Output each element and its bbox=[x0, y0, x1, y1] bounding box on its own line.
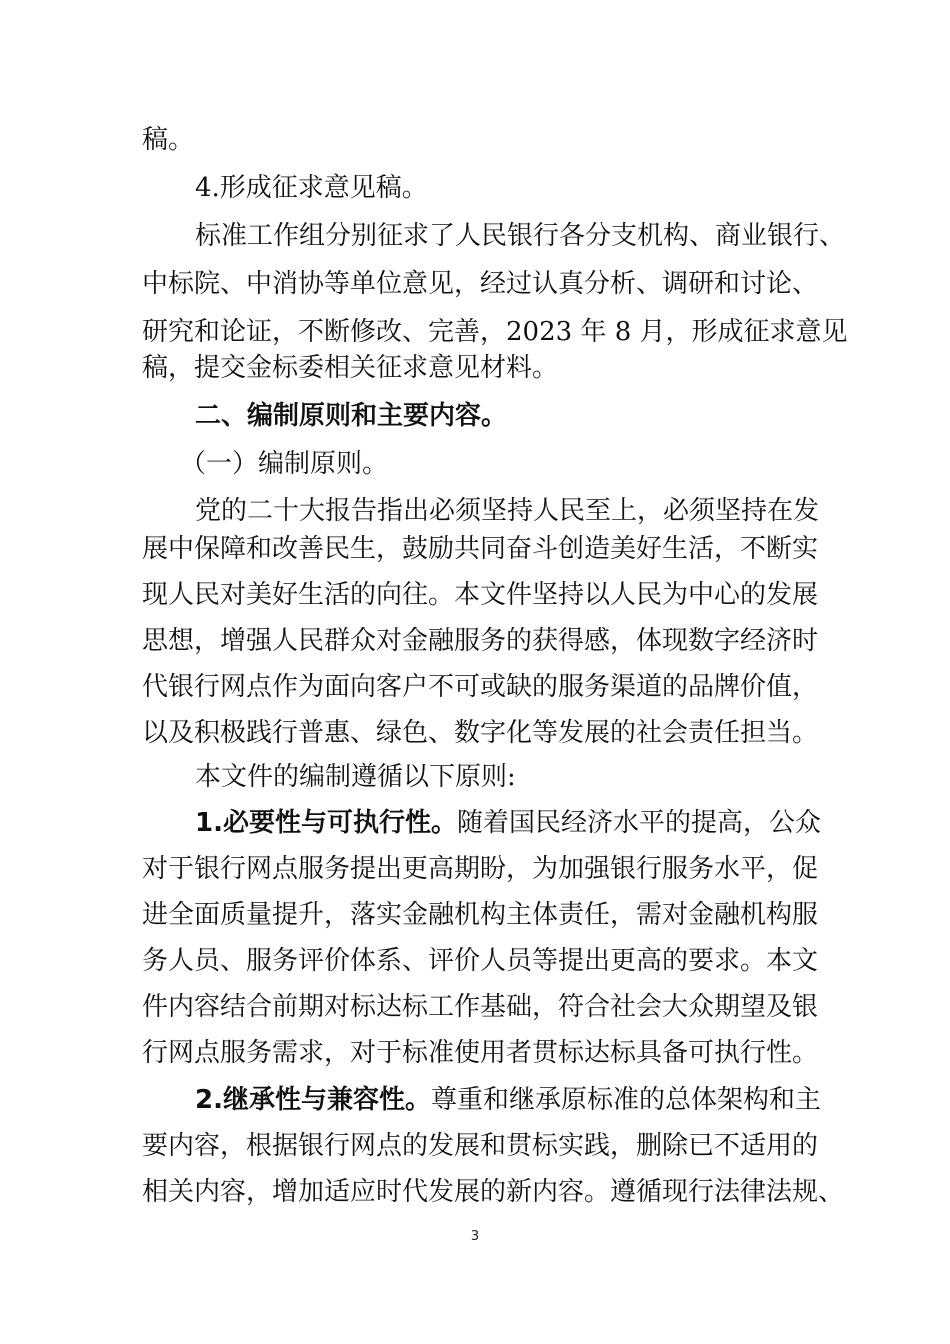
page-number: 3 bbox=[470, 1229, 480, 1244]
text-line: 对于银行网点服务提出更高期盼，为加强银行服务水平，促 bbox=[142, 854, 819, 884]
text-line: 行网点服务需求，对于标准使用者贯标达标具备可执行性。 bbox=[142, 1038, 819, 1068]
principle-1-text: 随着国民经济水平的提高，公众 bbox=[456, 808, 821, 838]
section-heading: 二、编制原则和主要内容。 bbox=[195, 401, 508, 431]
principle-1-title: 1.必要性与可执行性。 bbox=[195, 808, 457, 838]
text-line: 中标院、中消协等单位意见，经过认真分析、调研和讨论、 bbox=[142, 269, 819, 299]
text-line: 要内容，根据银行网点的发展和贯标实践，删除已不适用的 bbox=[142, 1131, 819, 1161]
text-line: 现人民对美好生活的向往。本文件坚持以人民为中心的发展 bbox=[142, 580, 819, 610]
principle-1-line bbox=[195, 808, 821, 838]
subsection-heading: （一）编制原则。 bbox=[180, 449, 389, 479]
text-line: 思想，增强人民群众对金融服务的获得感，体现数字经济时 bbox=[142, 626, 819, 656]
text-line: 进全面质量提升，落实金融机构主体责任，需对金融机构服 bbox=[142, 900, 819, 930]
text-line: 稿。 bbox=[142, 125, 195, 155]
text-line: 相关内容，增加适应时代发展的新内容。遵循现行法律法规、 bbox=[142, 1177, 845, 1207]
text-line: 研究和论证，不断修改、完善，2023 年 8 月，形成征求意见 bbox=[142, 317, 848, 347]
text-line: 以及积极践行普惠、绿色、数字化等发展的社会责任担当。 bbox=[142, 718, 819, 748]
principle-2-line bbox=[195, 1085, 821, 1115]
text-line: 标准工作组分别征求了人民银行各分支机构、商业银行、 bbox=[195, 221, 846, 251]
text-line: 务人员、服务评价体系、评价人员等提出更高的要求。本文 bbox=[142, 946, 819, 976]
text-line: 展中保障和改善民生，鼓励共同奋斗创造美好生活，不断实 bbox=[142, 534, 819, 564]
text-line: 4.形成征求意见稿。 bbox=[195, 173, 428, 203]
principle-2-text: 尊重和继承原标准的总体架构和主 bbox=[430, 1085, 821, 1115]
text-line: 稿，提交金标委相关征求意见材料。 bbox=[142, 353, 559, 383]
principle-2-title: 2.继承性与兼容性。 bbox=[195, 1085, 431, 1115]
text-line: 本文件的编制遵循以下原则: bbox=[195, 762, 516, 792]
text-line: 件内容结合前期对标达标工作基础，符合社会大众期望及银 bbox=[142, 992, 819, 1022]
text-line: 代银行网点作为面向客户不可或缺的服务渠道的品牌价值， bbox=[142, 672, 819, 702]
text-line: 党的二十大报告指出必须坚持人民至上，必须坚持在发 bbox=[195, 496, 820, 526]
